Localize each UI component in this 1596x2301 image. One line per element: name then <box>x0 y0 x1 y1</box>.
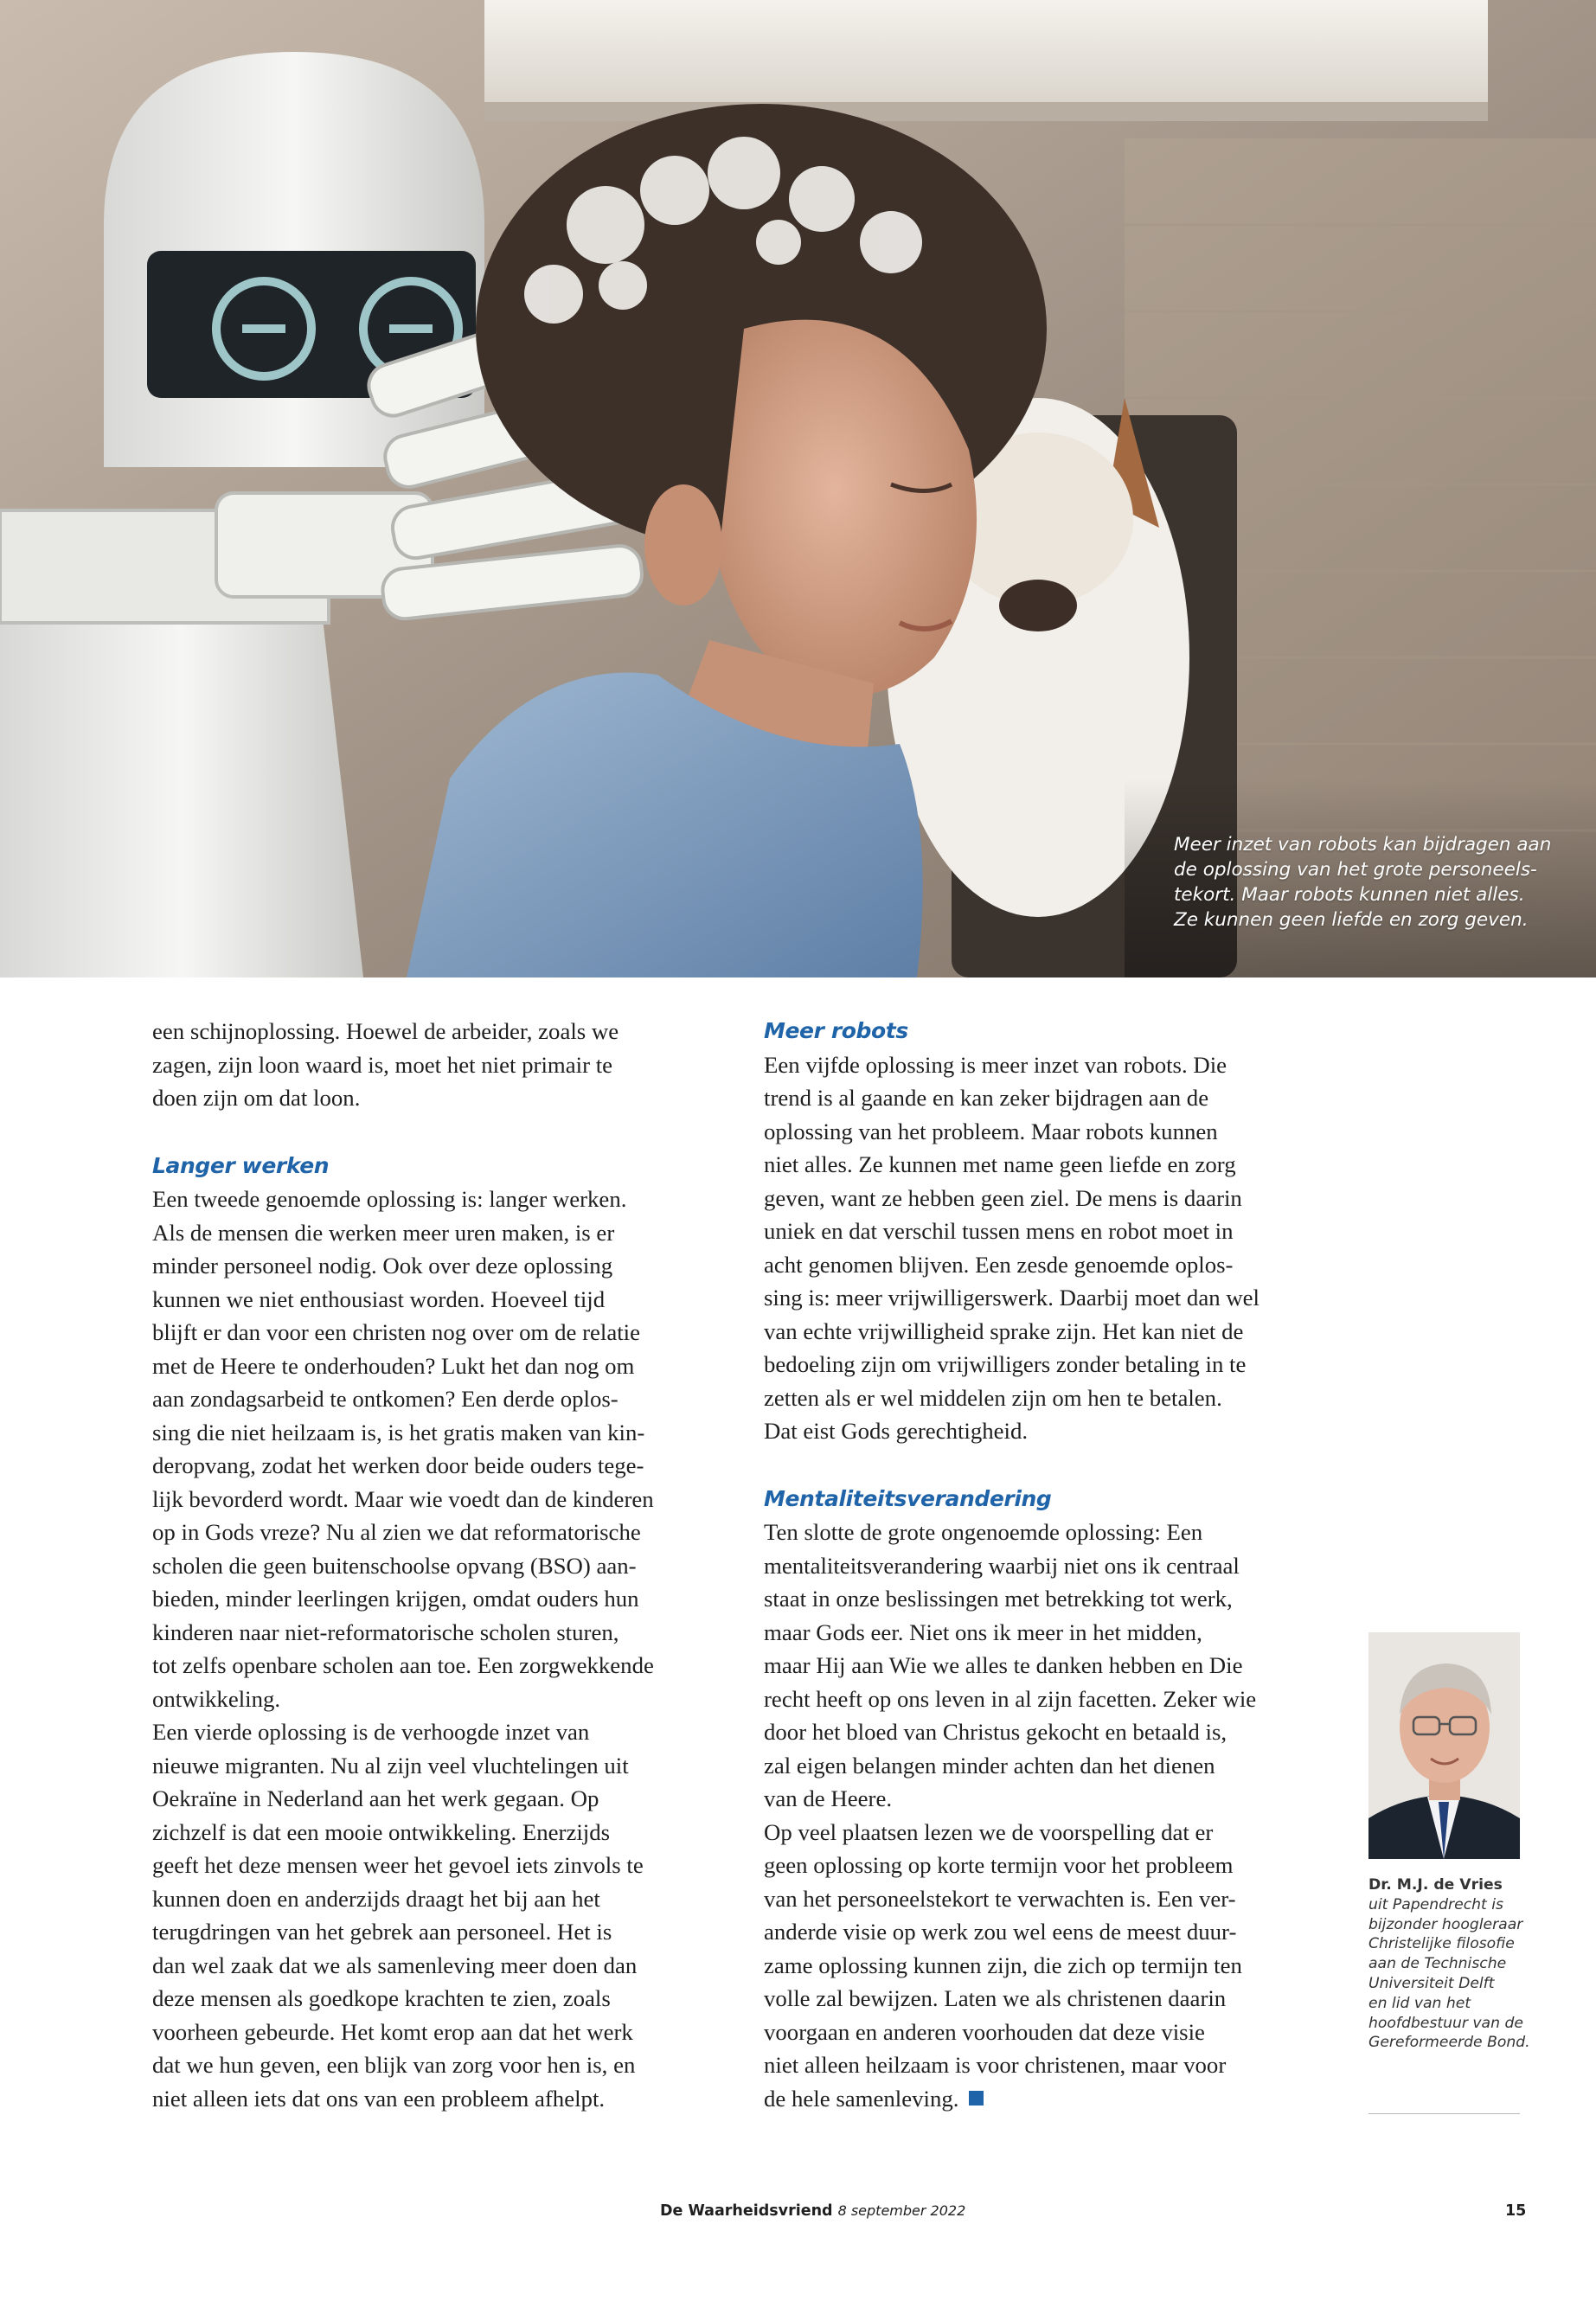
text-line: zichzelf is dat een mooie ontwikkeling. Enerzijds <box>152 1818 611 1845</box>
paragraph-gap <box>152 1115 740 1150</box>
text-line: oplossing van het probleem. Maar robots kunnen <box>764 1118 1218 1144</box>
text-line: Een vijfde oplossing is meer inzet van robots. Die <box>764 1051 1227 1078</box>
text-line: terugdringen van het gebrek aan personeel. Het is <box>152 1919 612 1945</box>
author-bio-line: bijzonder hoogleraar <box>1368 1915 1523 1933</box>
caption-line: de oplossing van het grote personeels- <box>1174 859 1537 881</box>
text-line: staat in onze beslissingen met betrekking tot werk, <box>764 1586 1233 1612</box>
text-line: maar Hij aan Wie we alles te danken hebben en Die <box>764 1652 1243 1678</box>
author-portrait-illustration <box>1368 1632 1520 1859</box>
author-bio-line: hoofdbestuur van de <box>1368 2014 1523 2032</box>
text-line: bedoeling zijn om vrijwilligers zonder betaling in te <box>764 1351 1247 1377</box>
text-line: niet alleen iets dat ons van een probleem afhelpt. <box>152 2085 606 2112</box>
text-line: zal eigen belangen minder achten dan het dienen <box>764 1752 1215 1779</box>
text-line: voorgaan en anderen voorhouden dat deze visie <box>764 2018 1205 2045</box>
text-line: volle zal bewijzen. Laten we als christenen daarin <box>764 1985 1227 2011</box>
author-divider <box>1368 2113 1520 2114</box>
paragraph-gap <box>764 1448 1352 1483</box>
text-line: van de Heere. <box>764 1785 893 1811</box>
text-line: minder personeel nodig. Ook over deze oplossing <box>152 1253 613 1279</box>
footer-publication <box>660 2202 965 2220</box>
text-line: deze mensen als goedkope krachten te zien, zoals <box>152 1985 611 2011</box>
photo-caption <box>1174 832 1554 933</box>
text-line: zame oplossing kunnen zijn, die zich op termijn ten <box>764 1952 1242 1978</box>
text-line: kunnen we niet enthousiast worden. Hoeveel tijd <box>152 1285 606 1312</box>
section-heading-meer-robots: Meer robots <box>764 1018 908 1043</box>
text-line: nieuwe migranten. Nu al zijn veel vluchtelingen uit <box>152 1752 629 1779</box>
text-line: deropvang, zodat het werken door beide ouders tege- <box>152 1452 644 1478</box>
text-line: aan zondagsarbeid te ontkomen? Een derde oplos- <box>152 1386 619 1412</box>
text-line: mentaliteitsverandering waarbij niet ons ik centraal <box>764 1552 1240 1579</box>
author-bio-line: Christelijke filosofie <box>1368 1935 1515 1953</box>
text-line: ontwikkeling. <box>152 1685 281 1712</box>
robot-hair-wash-illustration <box>0 0 1596 977</box>
author-bio-line: en lid van het <box>1368 1994 1471 2012</box>
author-bio-line: Gereformeerde Bond. <box>1368 2034 1530 2052</box>
text-line: op in Gods vreze? Nu al zien we dat reformatorische <box>152 1519 641 1545</box>
text-line: van echte vrijwilligheid sprake zijn. Het kan niet de <box>764 1317 1244 1344</box>
text-line: anderde visie op werk zou wel eens de meest duur- <box>764 1919 1237 1945</box>
text-line: zetten als er wel middelen zijn om hen te betalen. <box>764 1384 1222 1411</box>
caption-line: tekort. Maar robots kunnen niet alles. <box>1174 884 1525 906</box>
author-name: Dr. M.J. de Vries <box>1368 1876 1503 1894</box>
issue-date: 8 september 2022 <box>837 2202 966 2219</box>
text-line: uniek en dat verschil tussen mens en robot moet in <box>764 1218 1234 1244</box>
text-line: maar Gods eer. Niet ons ik meer in het midden, <box>764 1618 1202 1645</box>
section-heading-langer-werken: Langer werken <box>152 1152 330 1178</box>
end-of-article-square-icon <box>969 2091 984 2106</box>
text-line: Ten slotte de grote ongenoemde oplossing: Een <box>764 1519 1203 1545</box>
text-line: dat we hun geven, een blijk van zorg voor hen is, en <box>152 2052 636 2078</box>
text-line: dan wel zaak dat we als samenleving meer doen dan <box>152 1952 638 1978</box>
text-line: geen oplossing op korte termijn voor het probleem <box>764 1852 1234 1878</box>
article-column-left <box>152 1015 740 2115</box>
hero-photo <box>0 0 1596 977</box>
text-line: tot zelfs openbare scholen aan toe. Een zorgwekkende <box>152 1652 654 1678</box>
text-line: lijk bevorderd wordt. Maar wie voedt dan de kinderen <box>152 1485 654 1512</box>
text-line: recht heeft op ons leven in al zijn facetten. Zeker wie <box>764 1685 1257 1712</box>
text-line: bieden, minder leerlingen krijgen, omdat ouders hun <box>152 1586 639 1612</box>
caption-line: Meer inzet van robots kan bijdragen aan <box>1174 834 1552 856</box>
text-line: Een vierde oplossing is de verhoogde inzet van <box>152 1719 590 1745</box>
text-line: niet alleen heilzaam is voor christenen, maar voor <box>764 2052 1227 2078</box>
text-line: geven, want ze hebben geen ziel. De mens is daarin <box>764 1184 1242 1211</box>
text-line: trend is al gaande en kan zeker bijdragen aan de <box>764 1085 1209 1111</box>
text-line: Een tweede genoemde oplossing is: langer werken. <box>152 1186 627 1212</box>
text-line: acht genomen blijven. Een zesde genoemde oplos- <box>764 1251 1234 1278</box>
text-line: door het bloed van Christus gekocht en betaald is, <box>764 1719 1227 1745</box>
text-line: scholen die geen buitenschoolse opvang (BSO) aan- <box>152 1552 637 1579</box>
text-line: voorheen gebeurde. Het komt erop aan dat het werk <box>152 2018 633 2045</box>
text-line: zagen, zijn loon waard is, moet het niet primair te <box>152 1051 613 1078</box>
author-bio-line: aan de Technische <box>1368 1955 1507 1973</box>
text-line: blijft er dan voor een christen nog over om de relatie <box>152 1319 641 1345</box>
text-line: Oekraïne in Nederland aan het werk gegaan. Op <box>152 1785 599 1811</box>
text-line-last <box>764 2082 1352 2116</box>
text-line: een schijnoplossing. Hoewel de arbeider, zoals we <box>152 1018 619 1044</box>
text-line: sing die niet heilzaam is, is het gratis maken van kin- <box>152 1419 645 1445</box>
text-line: kunnen doen en anderzijds draagt het bij aan het <box>152 1885 600 1912</box>
text-line: Als de mensen die werken meer uren maken, is er <box>152 1219 615 1246</box>
author-bio <box>1368 1875 1542 2053</box>
magazine-name: De Waarheidsvriend <box>660 2202 833 2220</box>
text-line: van het personeelstekort te verwachten is. Een ver- <box>764 1885 1236 1912</box>
text-line: geeft het deze mensen weer het gevoel iets zinvols te <box>152 1852 644 1878</box>
text-line: Op veel plaatsen lezen we de voorspelling dat er <box>764 1818 1214 1845</box>
author-portrait <box>1368 1632 1520 1859</box>
text-line: Dat eist Gods gerechtigheid. <box>764 1418 1029 1444</box>
author-bio-line: uit Papendrecht is <box>1368 1895 1503 1913</box>
author-bio-line: Universiteit Delft <box>1368 1974 1495 1992</box>
page-number: 15 <box>1505 2202 1527 2220</box>
caption-line: Ze kunnen geen liefde en zorg geven. <box>1174 909 1529 931</box>
section-heading-mentaliteitsverandering: Mentaliteitsverandering <box>764 1485 1052 1511</box>
text-line: doen zijn om dat loon. <box>152 1085 361 1111</box>
text-line: met de Heere te onderhouden? Lukt het dan nog om <box>152 1352 635 1379</box>
text-line: de hele samenleving. <box>764 2085 959 2112</box>
text-line: niet alles. Ze kunnen met name geen liefde en zorg <box>764 1151 1236 1177</box>
text-line: sing is: meer vrijwilligerswerk. Daarbij moet dan wel <box>764 1285 1260 1311</box>
article-column-right <box>764 1015 1352 2115</box>
text-line: kinderen naar niet-reformatorische scholen sturen, <box>152 1618 619 1645</box>
